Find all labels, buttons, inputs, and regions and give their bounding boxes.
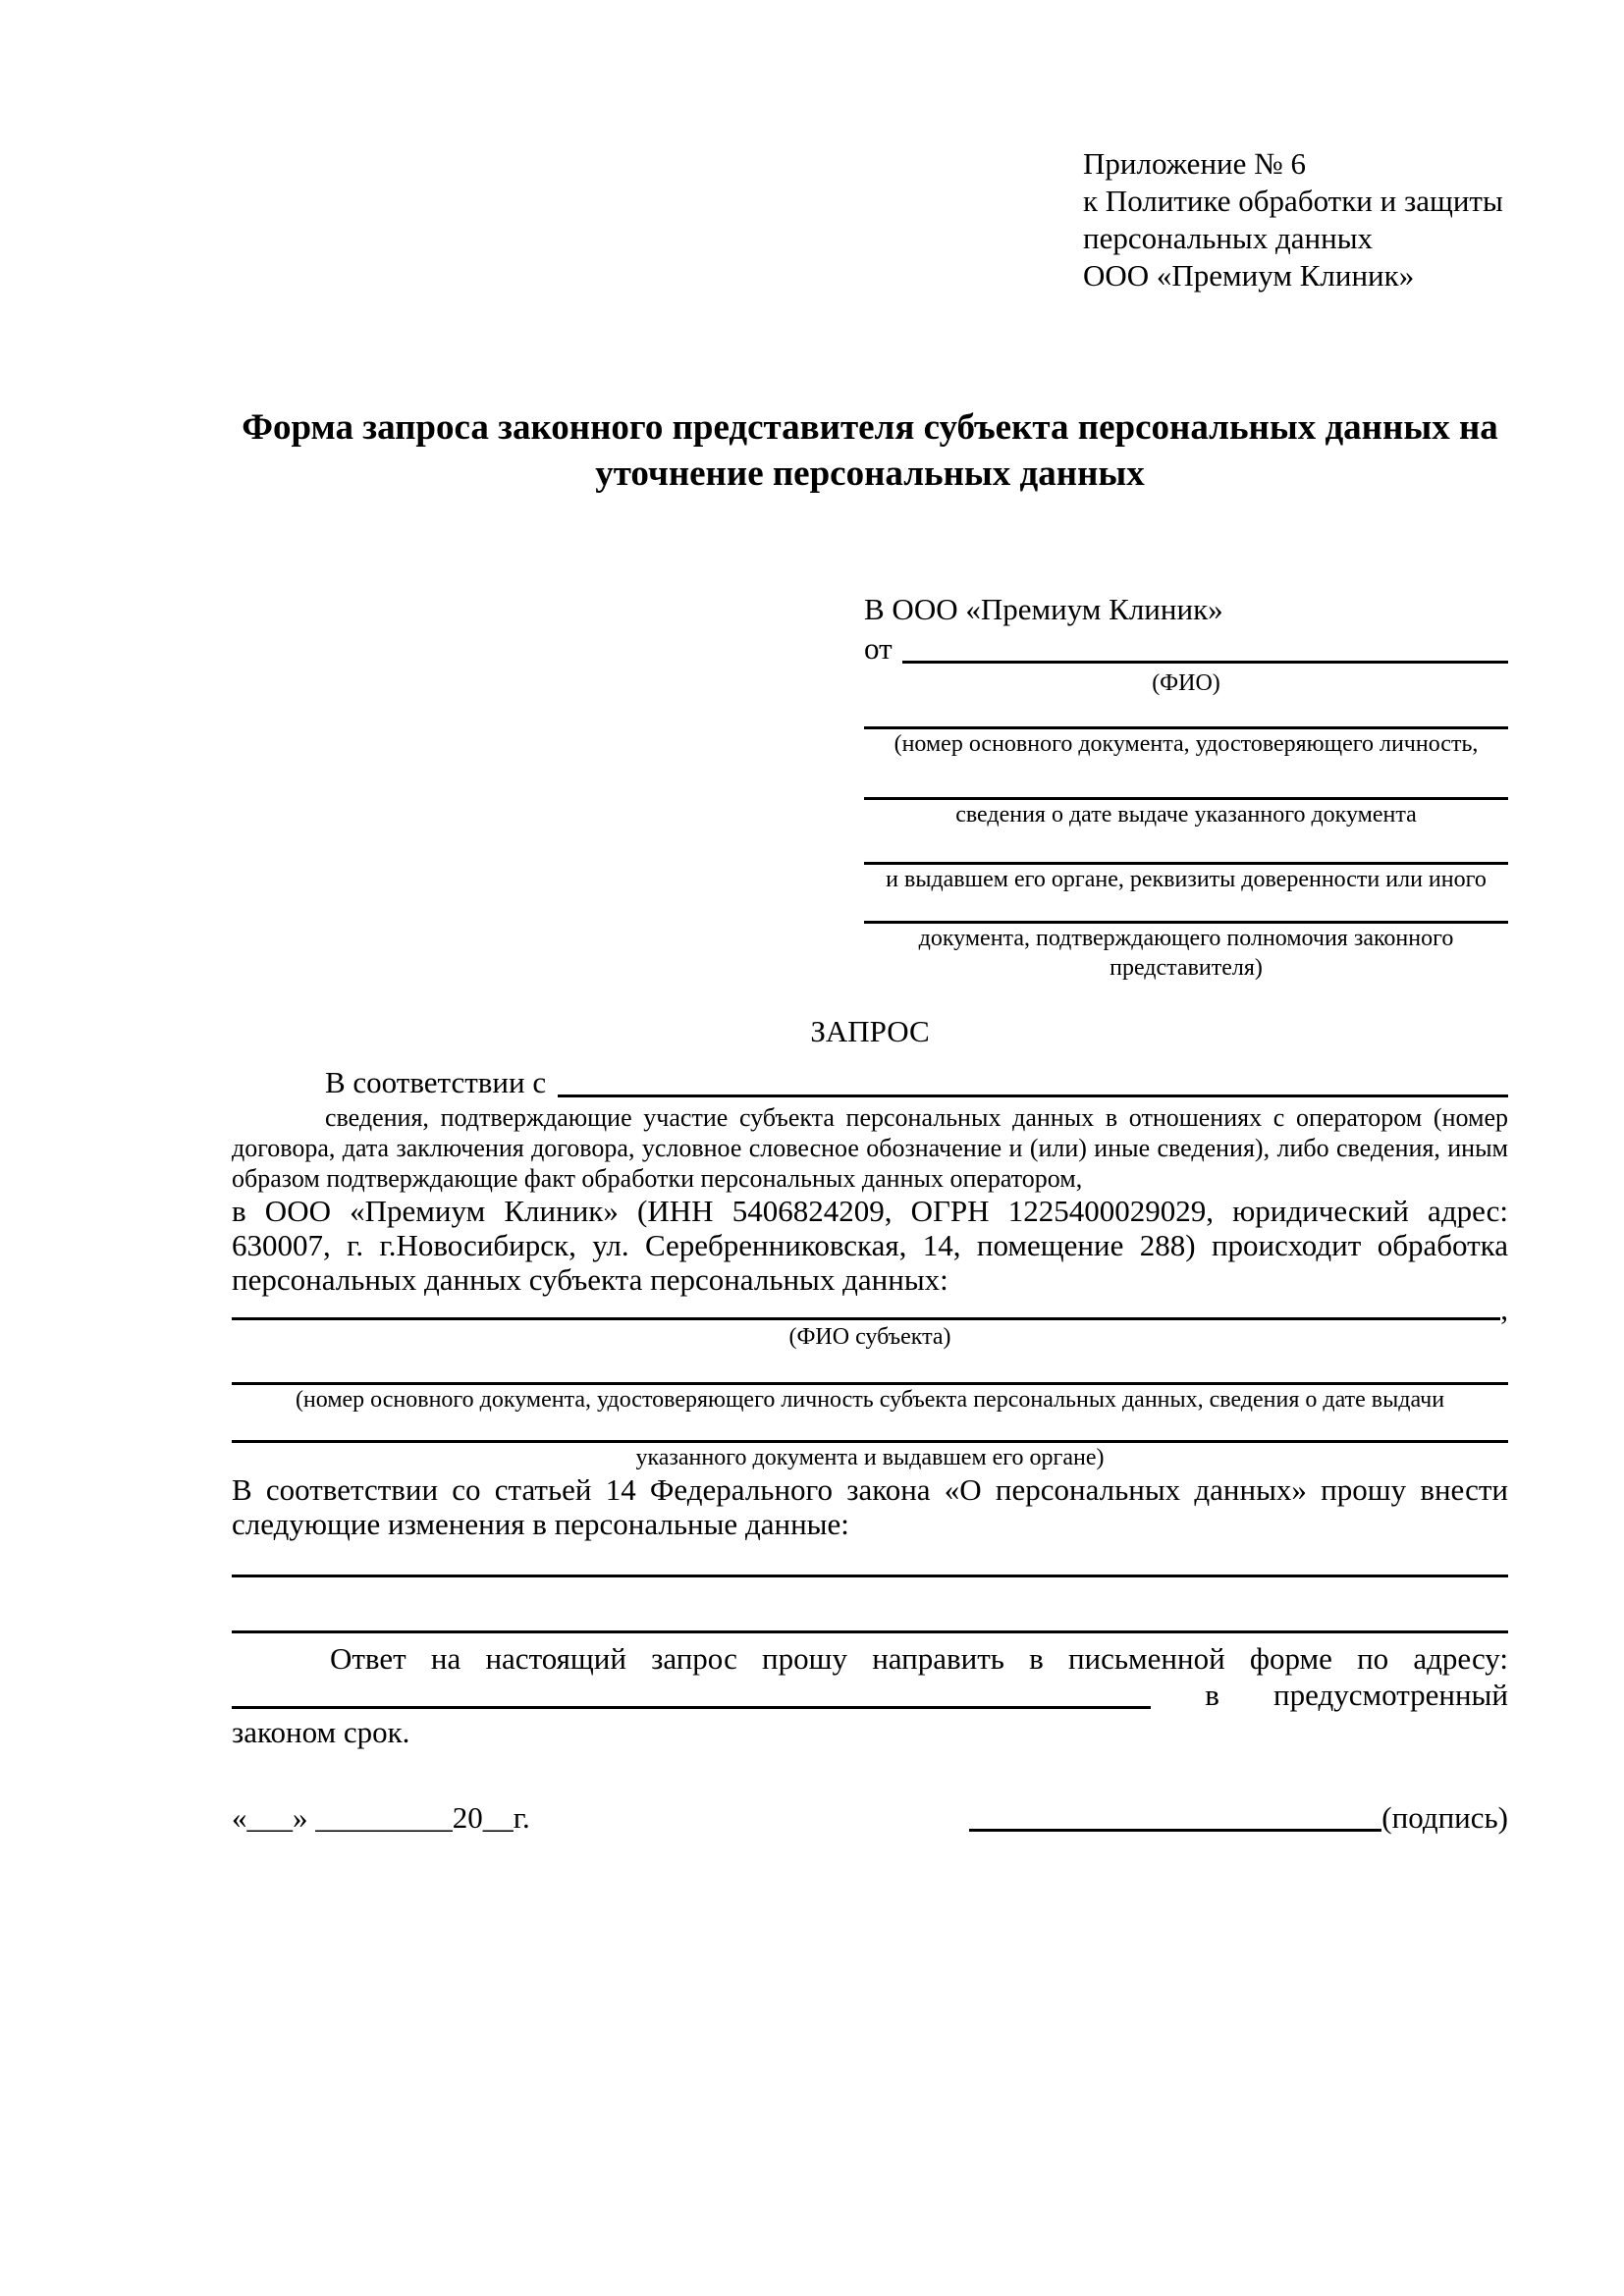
- answer-address-line: [232, 1676, 1508, 1715]
- date-line: «___» _________20__г.: [232, 1800, 530, 1835]
- field-caption: документа, подтверждающего полномочия законного представителя): [918, 926, 1454, 981]
- accordance-label: В соответствии с: [325, 1065, 547, 1099]
- appendix-line: ООО «Премиум Клиник»: [1083, 258, 1415, 293]
- date-signature-row: [232, 1798, 1508, 1838]
- document-title: Форма запроса законного представителя субъекта персональных данных на уточнение персональных данных: [242, 407, 1498, 494]
- answer-word: в: [1205, 1678, 1219, 1712]
- accordance-line: [232, 1063, 1508, 1102]
- fine-print: сведения, подтверждающие участие субъекта персональных данных в отношениях с оператором (номер договора, дата заключения договора, условное словесное обозначение и (или) иные сведения), либо сведения, иным образом подтверждающие факт обработки персональных данных оператором,: [232, 1103, 1508, 1193]
- answer-paragraph: Ответ на настоящий запрос прошу направить в письменной форме по адресу:: [330, 1641, 1508, 1676]
- fio-caption: (ФИО): [1152, 670, 1220, 696]
- field-caption: и выдавшем его органе, реквизиты доверенности или иного: [886, 867, 1487, 892]
- blank-field: [232, 1577, 1508, 1633]
- operator-paragraph: в ООО «Премиум Клиник» (ИНН 5406824209, ОГРН 1225400029029, юридический адрес: 630007, г. г.Новосибирск, ул. Серебренниковская, 14, помещение 288) происходит обработка персональных данных субъекта персональных данных:: [232, 1194, 1508, 1297]
- blank-field: [864, 829, 1508, 865]
- subject-doc-caption: указанного документа и выдавшем его органе): [635, 1445, 1105, 1470]
- blank-field: [232, 1317, 1500, 1320]
- from-line: [864, 629, 1508, 668]
- subject-fio-line: [232, 1292, 1508, 1326]
- signature-blank-field: [969, 1798, 1381, 1832]
- signature-caption: (подпись): [1381, 1800, 1508, 1835]
- request-heading: ЗАПРОС: [810, 1014, 930, 1048]
- answer-word: предусмотренный: [1273, 1678, 1508, 1712]
- recipient-block: [864, 590, 1508, 983]
- comma: ,: [1500, 1292, 1508, 1326]
- from-label: от: [864, 631, 893, 666]
- subject-doc-caption: (номер основного документа, удостоверяющего личность субъекта персональных данных, сведения о дате выдачи: [295, 1387, 1445, 1413]
- blank-field: [864, 698, 1508, 729]
- appendix-line: к Политике обработки и защиты: [1083, 184, 1503, 218]
- appendix-line: Приложение № 6: [1083, 146, 1306, 181]
- field-caption: (номер основного документа, удостоверяющего личность,: [893, 731, 1479, 757]
- blank-field: [232, 1541, 1508, 1577]
- answer-tail: законом срок.: [232, 1715, 410, 1749]
- recipient-to: В ООО «Премиум Клиник»: [864, 592, 1223, 626]
- blank-field: [232, 1352, 1508, 1385]
- blank-field: [232, 1415, 1508, 1443]
- accordance-blank-field: [558, 1063, 1508, 1097]
- field-caption: сведения о дате выдаче указанного документа: [955, 802, 1417, 828]
- appendix-line: персональных данных: [1083, 221, 1374, 255]
- from-blank-field: [902, 629, 1508, 664]
- article-paragraph: В соответствии со статьей 14 Федерального закона «О персональных данных» прошу внести следующие изменения в персональные данные:: [232, 1472, 1508, 1541]
- signature-group: [969, 1798, 1508, 1838]
- address-blank-field: [232, 1676, 1151, 1709]
- subject-fio-caption: (ФИО субъекта): [788, 1324, 951, 1350]
- appendix-block: [1083, 145, 1508, 294]
- blank-field: [864, 759, 1508, 800]
- blank-field: [864, 894, 1508, 924]
